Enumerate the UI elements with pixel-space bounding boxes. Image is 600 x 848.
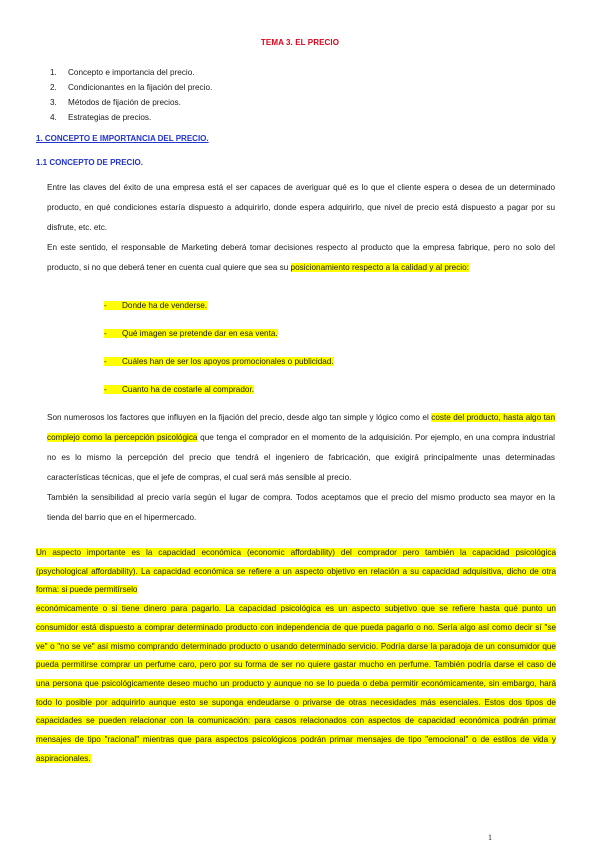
toc-number: 3. xyxy=(50,98,57,107)
subsection-heading: 1.1 CONCEPTO DE PRECIO. xyxy=(36,158,143,167)
paragraph-factors xyxy=(47,408,555,488)
toc-label: Concepto e importancia del precio. xyxy=(68,68,195,77)
toc-label: Condicionantes en la fijación del precio. xyxy=(68,83,213,92)
paragraph-text: En este sentido, el responsable de Marketing deberá tomar decisiones respecto al producto que la empresa fabrique, pero no solo del producto, si no que deberá tener en cuenta cual quiere que sea su xyxy=(47,243,555,272)
paragraph-text: Son numerosos los factores que influyen en la fijación del precio, desde algo tan simple y lógico como el xyxy=(47,413,432,422)
bullet-text: Cuáles han de ser los apoyos promocionales o publicidad. xyxy=(122,357,334,366)
bullet-dash: - xyxy=(104,385,122,394)
paragraph-text: que tenga el comprador en el momento de la adquisición xyxy=(197,433,411,442)
section-heading: 1. CONCEPTO E IMPORTANCIA DEL PRECIO. xyxy=(36,134,209,143)
toc-item xyxy=(50,80,212,95)
bullet-item xyxy=(104,357,334,385)
highlighted-text: coste del producto, hasta algo tan complejo como la percepción psicológica xyxy=(47,413,555,442)
highlighted-text: económicamente o si tiene dinero para pagarlo. La capacidad psicológica es un aspecto subjetivo que se refiere hasta qué punto un consumidor está dispuesto a comprar determinado producto con independencia de que pueda pagarlo o no. Sería algo así como decir sí "se ve" o "no se ve" así mismo comprando determinado producto o usando determinado servicio. Podría darse la paradoja de un consumidor que pueda permitirse comprar un perfume caro, pero por su forma de ser no quiere gastar mucho en perfume. También podría darse el caso de una persona que psicológicamente deseo mucho un producto y aunque no se lo pueda o deba permitir económicamente, sin embargo, hará todo lo posible por adquirirlo aunque esto se suponga endeudarse o privarse de otras necesidades más esenciales. Estos dos tipos de capacidades se pueden relacionar con la comunicación: para casos relacionados con aspectos de capacidad económica podrán primar mensajes de tipo "racional" mientras que para aspectos psicológicos podrán primar mensajes de tipo "emocional" o de estilos de vida y aspiracionales. xyxy=(36,604,556,763)
highlighted-text: posicionamiento respecto a la calidad y al precio: xyxy=(290,263,469,272)
bullet-item xyxy=(104,301,334,329)
bullet-text: Qué imagen se pretende dar en esa venta. xyxy=(122,329,278,338)
toc-item xyxy=(50,65,212,80)
toc-item xyxy=(50,110,212,125)
bullet-item xyxy=(104,329,334,357)
bullet-list xyxy=(104,301,334,413)
toc-number: 2. xyxy=(50,83,57,92)
toc-number: 4. xyxy=(50,113,57,122)
bullet-dash: - xyxy=(104,301,122,310)
bullet-dash: - xyxy=(104,329,122,338)
toc-item xyxy=(50,95,212,110)
table-of-contents xyxy=(50,65,212,125)
bullet-dash: - xyxy=(104,357,122,366)
paragraph-affordability xyxy=(36,544,556,768)
toc-label: Métodos de fijación de precios. xyxy=(68,98,181,107)
paragraph-sensitivity: También la sensibilidad al precio varía según el lugar de compra. Todos aceptamos que el precio del mismo producto sea mayor en la tienda del barrio que en el hipermercado. xyxy=(47,493,555,522)
highlighted-text: Un aspecto importante es la capacidad económica (economic affordability) del comprador pero también la capacidad psicológica (psychological affordability). La capacidad económica se refiere a un aspecto objetivo en relación a su capacidad adquisitiva, dicho de otra forma: si puede permitírselo xyxy=(36,548,556,595)
document-title: TEMA 3. EL PRECIO xyxy=(260,38,340,47)
toc-number: 1. xyxy=(50,68,57,77)
paragraph-marketing xyxy=(47,238,555,278)
bullet-text: Cuanto ha de costarle al comprador. xyxy=(122,385,254,394)
bullet-text: Donde ha de venderse. xyxy=(122,301,208,310)
toc-label: Estrategias de precios. xyxy=(68,113,152,122)
paragraph-intro: Entre las claves del éxito de una empresa está el ser capaces de averiguar qué es lo que el cliente espera o desea de un determinado producto, en qué condiciones estaría dispuesto a adquirirlo, donde espera adquirirlo, que nivel de precio está dispuesto a pagar por su disfrute, etc. etc. xyxy=(47,183,555,232)
paragraph-text: . Por ejemplo, en una compra industrial no es lo mismo la percepción del precio que tendrá el ingeniero de fabricación, que exigirá principalmente unas determinadas características técnicas, que el jefe de compras, el cual será más sensible al precio. xyxy=(47,433,555,482)
page-number: 1 xyxy=(488,833,492,842)
